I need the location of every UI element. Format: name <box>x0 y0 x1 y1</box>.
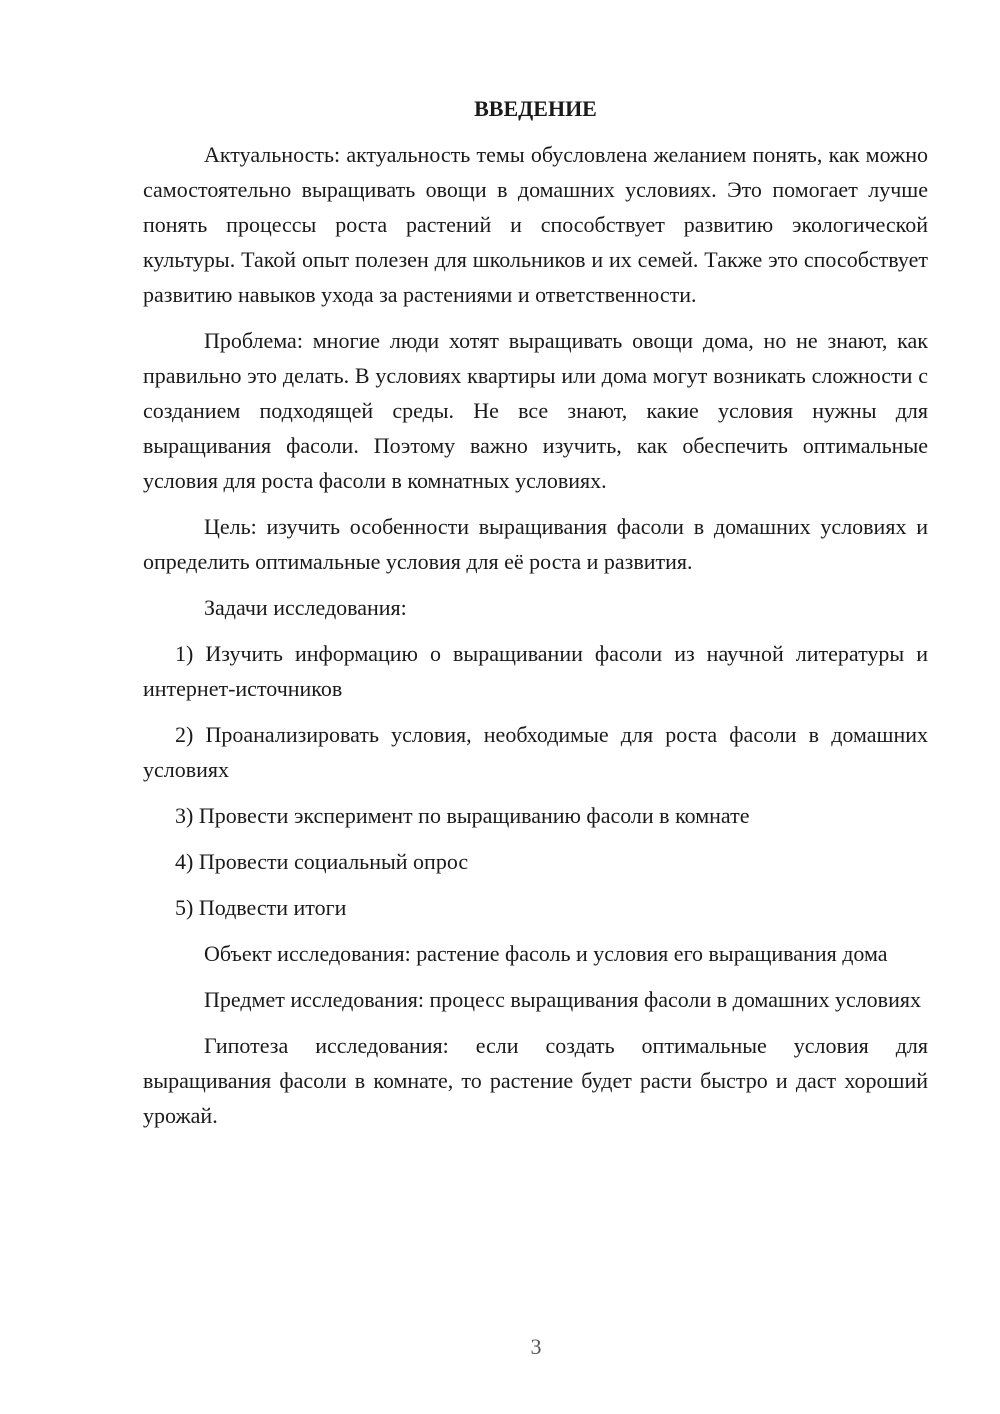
problem-paragraph: Проблема: многие люди хотят выращивать овощи дома, но не знают, как правильно это делать. В условиях квартиры или дома могут возникать сложности с созданием подходящей среды. Не все знают, какие условия нужны для выращивания фасоли. Поэтому важно изучить, как обеспечить оптимальные условия для роста фасоли в комнатных условиях. <box>143 328 928 493</box>
task-item-1: 1) Изучить информацию о выращивании фасоли из научной литературы и интернет-источников <box>143 641 928 701</box>
relevance-paragraph: Актуальность: актуальность темы обусловлена желанием понять, как можно самостоятельно выращивать овощи в домашних условиях. Это помогает лучше понять процессы роста растений и способствует развитию экологической культуры. Такой опыт полезен для школьников и их семей. Также это способствует развитию навыков ухода за растениями и ответственности. <box>143 142 928 307</box>
goal-paragraph: Цель: изучить особенности выращивания фасоли в домашних условиях и определить оптимальные условия для её роста и развития. <box>143 514 928 574</box>
subject-paragraph: Предмет исследования: процесс выращивания фасоли в домашних условиях <box>204 987 921 1012</box>
page-number: 3 <box>530 1334 542 1359</box>
task-item-2: 2) Проанализировать условия, необходимые для роста фасоли в домашних условиях <box>143 722 928 782</box>
hypothesis-paragraph: Гипотеза исследования: если создать оптимальные условия для выращивания фасоли в комнате, то растение будет расти быстро и даст хороший урожай. <box>143 1033 928 1128</box>
task-item-3: 3) Провести эксперимент по выращиванию фасоли в комнате <box>175 803 750 828</box>
object-paragraph: Объект исследования: растение фасоль и условия его выращивания дома <box>204 941 888 966</box>
page-content <box>143 95 928 1144</box>
task-item-5: 5) Подвести итоги <box>175 895 347 920</box>
task-item-4: 4) Провести социальный опрос <box>175 849 469 874</box>
section-title: ВВЕДЕНИЕ <box>474 96 597 121</box>
tasks-heading: Задачи исследования: <box>204 595 407 620</box>
